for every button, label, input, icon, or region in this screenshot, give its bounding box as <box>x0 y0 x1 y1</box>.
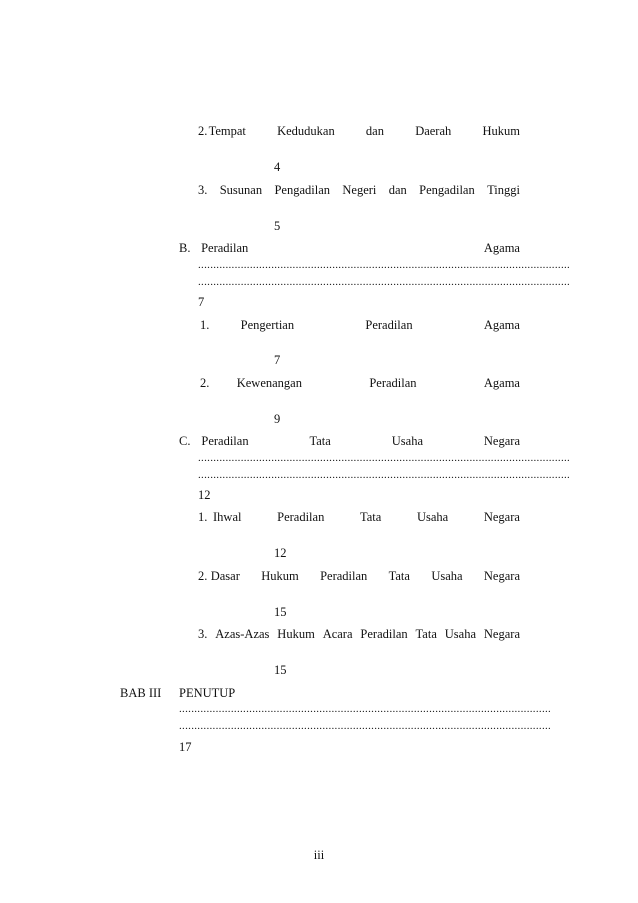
toc-word: Tata <box>309 434 331 448</box>
dot-leader: .......................................................................................................................... <box>179 703 552 715</box>
toc-word: dan <box>365 124 384 138</box>
toc-page-number: 5 <box>274 219 281 233</box>
toc-section-b <box>179 241 520 256</box>
toc-word: 1. <box>200 318 210 332</box>
toc-word: Negara <box>483 510 520 524</box>
toc-page-number: 7 <box>198 295 205 309</box>
toc-page-number: 15 <box>274 663 287 677</box>
toc-word: Hukum <box>277 627 315 641</box>
toc-word: Kedudukan <box>277 124 335 138</box>
toc-word: Agama <box>483 318 520 332</box>
toc-word: Negeri <box>342 183 377 197</box>
toc-word: Negara <box>483 434 520 448</box>
toc-word: Peradilan <box>369 376 417 390</box>
dot-leader: .......................................................................................................................... <box>198 452 571 464</box>
toc-word: Peradilan <box>320 569 368 583</box>
toc-word: Peradilan <box>277 510 325 524</box>
toc-section-letter: C. <box>179 434 191 448</box>
toc-word: dan <box>388 183 407 197</box>
toc-word: 3. <box>198 183 208 197</box>
toc-word: Tempat <box>208 124 246 138</box>
toc-entry-kewenangan <box>200 376 520 391</box>
toc-word: Usaha <box>391 434 423 448</box>
toc-section-c <box>179 434 520 449</box>
toc-entry-azas-azas <box>198 627 520 642</box>
toc-page-number: 12 <box>274 546 287 560</box>
toc-word: Peradilan <box>365 318 413 332</box>
toc-word: Peradilan <box>360 627 408 641</box>
toc-page-number: 17 <box>179 740 192 754</box>
dot-leader: .......................................................................................................................... <box>198 259 571 271</box>
chapter-title: PENUTUP <box>179 686 236 700</box>
dot-leader: .......................................................................................................................... <box>198 469 571 481</box>
toc-word: 2. <box>200 376 210 390</box>
toc-word: Hukum <box>261 569 299 583</box>
dot-leader: .......................................................................................................................... <box>198 276 571 288</box>
toc-entry-dasar-hukum <box>198 569 520 584</box>
toc-word: 2. <box>198 569 208 583</box>
toc-word: Azas-Azas <box>215 627 270 641</box>
toc-page-number: 9 <box>274 412 281 426</box>
toc-entry-susunan-pengadilan <box>198 183 520 198</box>
toc-word: Agama <box>483 376 520 390</box>
toc-word: Acara <box>322 627 353 641</box>
toc-page-number: 7 <box>274 353 281 367</box>
toc-word: Ihwal <box>213 510 242 524</box>
toc-word: Tata <box>415 627 437 641</box>
toc-page-number: 15 <box>274 605 287 619</box>
toc-word: Negara <box>483 569 520 583</box>
toc-word: Peradilan <box>201 434 249 448</box>
toc-word: Negara <box>483 627 520 641</box>
toc-word: Pengadilan <box>419 183 475 197</box>
toc-entry-ihwal <box>198 510 520 525</box>
toc-word: Tinggi <box>487 183 520 197</box>
toc-word: 1. <box>198 510 208 524</box>
toc-word: Tata <box>388 569 410 583</box>
toc-word: Tata <box>359 510 382 524</box>
toc-word: Susunan <box>219 183 263 197</box>
toc-word: Dasar <box>210 569 240 583</box>
toc-word: Pengertian <box>240 318 295 332</box>
toc-word: Peradilan <box>201 241 249 255</box>
dot-leader: .......................................................................................................................... <box>179 720 552 732</box>
toc-word: Kewenangan <box>236 376 302 390</box>
toc-word: 3. <box>198 627 208 641</box>
toc-word: Hukum <box>482 124 520 138</box>
toc-word: Usaha <box>416 510 449 524</box>
toc-word: Agama <box>483 241 520 255</box>
toc-word: 2. <box>198 124 208 138</box>
toc-section-letter: B. <box>179 241 191 255</box>
toc-entry-tempat-kedudukan <box>198 124 520 139</box>
toc-entry-pengertian <box>200 318 520 333</box>
toc-word: Pengadilan <box>274 183 331 197</box>
toc-page-number: 12 <box>198 488 211 502</box>
toc-word: Daerah <box>415 124 452 138</box>
toc-page-number: 4 <box>274 160 281 174</box>
toc-word: Usaha <box>431 569 463 583</box>
page-number: iii <box>313 848 325 862</box>
toc-word: Usaha <box>444 627 477 641</box>
chapter-label: BAB III <box>120 686 162 700</box>
